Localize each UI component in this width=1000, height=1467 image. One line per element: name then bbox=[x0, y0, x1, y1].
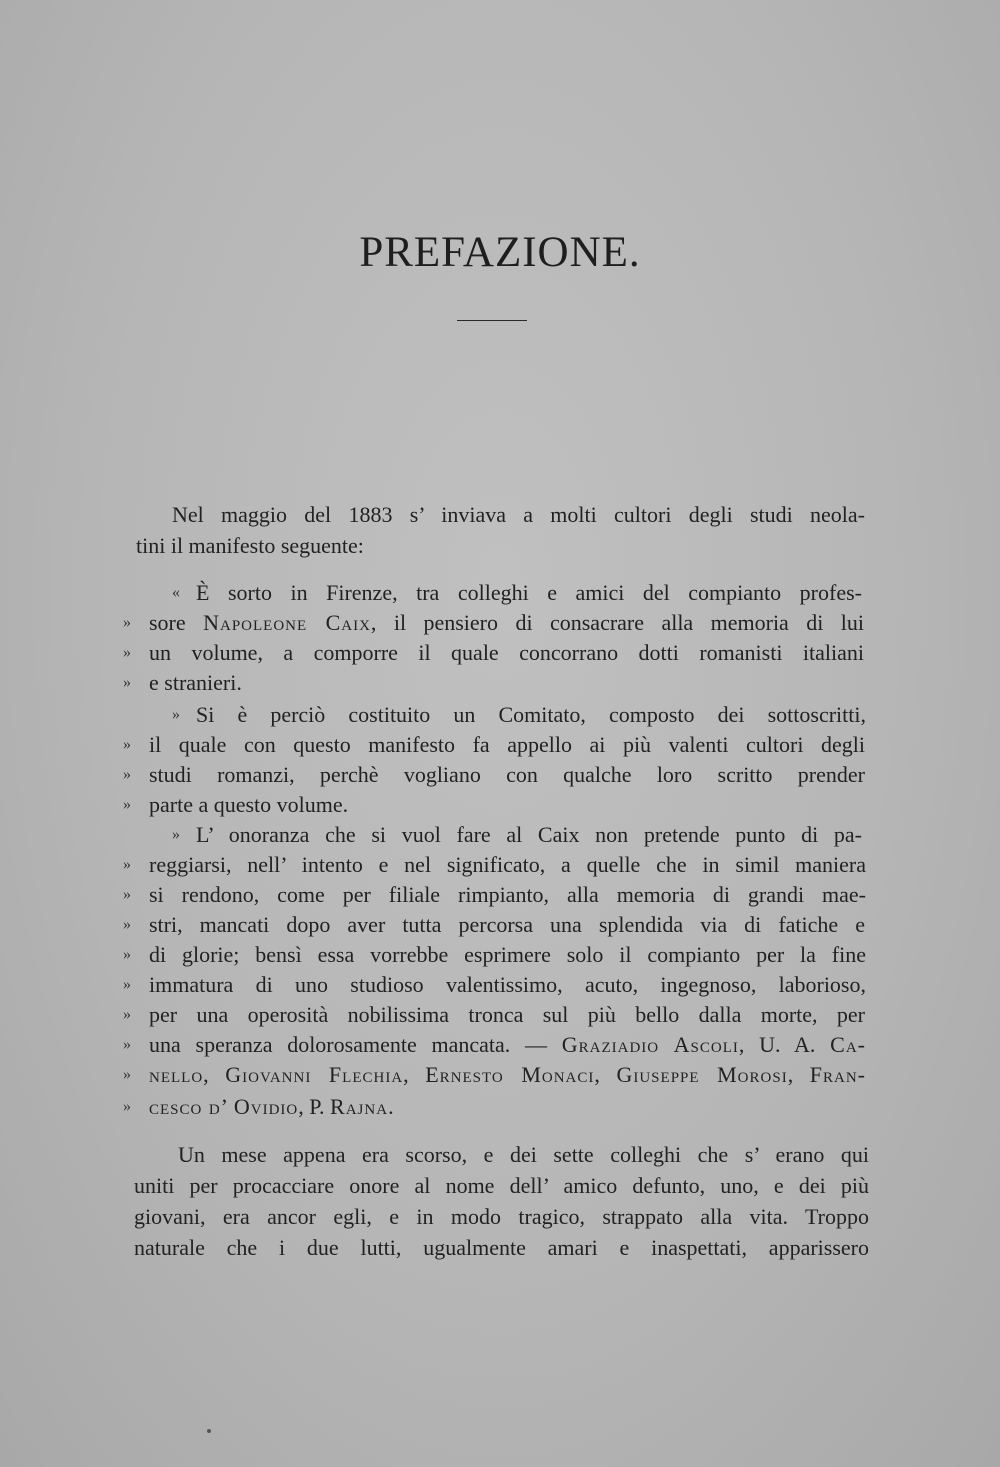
manifesto-line bbox=[149, 730, 865, 760]
manifesto-text: , bbox=[787, 1062, 810, 1087]
manifesto-text: sore bbox=[149, 610, 204, 635]
manifesto-text: . bbox=[388, 1094, 394, 1119]
manifesto-text: studi romanzi, perchè vogliano con qualche loro scritto prender bbox=[149, 762, 865, 787]
continuation-guillemet: » bbox=[172, 826, 180, 843]
continuation-guillemet: » bbox=[123, 1006, 131, 1023]
manifesto-text: , U. A. bbox=[738, 1032, 831, 1057]
closing-line: naturale che i due lutti, ugualmente amari e inaspettati, apparissero bbox=[134, 1235, 869, 1260]
manifesto-line bbox=[149, 1092, 394, 1122]
manifesto-text: immatura di uno studioso valentissimo, acuto, ingegnoso, laborioso, bbox=[149, 972, 866, 997]
manifesto-text: , il pensiero di consacrare alla memoria di lui bbox=[370, 610, 864, 635]
manifesto-line bbox=[149, 1060, 866, 1090]
manifesto-text: , P. bbox=[298, 1094, 331, 1119]
continuation-guillemet: » bbox=[123, 614, 131, 631]
small-caps-name: nello bbox=[149, 1062, 204, 1087]
continuation-guillemet: » bbox=[123, 946, 131, 963]
manifesto-line bbox=[149, 608, 864, 638]
manifesto-text: per una operosità nobilissima tronca sul più bello dalla morte, per bbox=[149, 1002, 865, 1027]
continuation-guillemet: » bbox=[123, 1098, 131, 1115]
manifesto-line bbox=[149, 850, 866, 880]
small-caps-name: Napoleone Caix bbox=[203, 610, 371, 635]
small-caps-name: cesco d’ Ovidio bbox=[149, 1094, 299, 1119]
small-caps-name: Fran- bbox=[809, 1062, 866, 1087]
manifesto-text: È sorto in Firenze, tra colleghi e amici del compianto profes- bbox=[196, 580, 862, 605]
small-caps-name: Giuseppe Morosi bbox=[616, 1062, 788, 1087]
continuation-guillemet: » bbox=[123, 1036, 131, 1053]
manifesto-line bbox=[196, 700, 866, 730]
manifesto-line bbox=[149, 970, 866, 1000]
manifesto-text: e stranieri. bbox=[149, 670, 242, 695]
opening-guillemet: « bbox=[172, 584, 180, 601]
manifesto-line bbox=[149, 790, 348, 820]
closing-line: giovani, era ancor egli, e in modo tragico, strappato alla vita. Troppo bbox=[134, 1204, 869, 1229]
manifesto-text: una speranza dolorosamente mancata. — bbox=[149, 1032, 562, 1057]
continuation-guillemet: » bbox=[123, 916, 131, 933]
manifesto-line bbox=[149, 880, 866, 910]
continuation-guillemet: » bbox=[123, 736, 131, 753]
manifesto-text: , bbox=[594, 1062, 617, 1087]
manifesto-line bbox=[149, 668, 242, 698]
continuation-guillemet: » bbox=[123, 674, 131, 691]
manifesto-text: reggiarsi, nell’ intento e nel significato, a quelle che in simil maniera bbox=[149, 852, 866, 877]
ink-speck bbox=[207, 1429, 211, 1433]
continuation-guillemet: » bbox=[123, 766, 131, 783]
continuation-guillemet: » bbox=[123, 644, 131, 661]
continuation-guillemet: » bbox=[123, 796, 131, 813]
manifesto-text: Si è perciò costituito un Comitato, composto dei sottoscritti, bbox=[196, 702, 866, 727]
small-caps-name: Ernesto Monaci bbox=[425, 1062, 595, 1087]
small-caps-name: Rajna bbox=[330, 1094, 389, 1119]
manifesto-line bbox=[149, 910, 865, 940]
manifesto-text: parte a questo volume. bbox=[149, 792, 349, 817]
intro-line: Nel maggio del 1883 s’ inviava a molti cultori degli studi neola- bbox=[172, 502, 865, 527]
continuation-guillemet: » bbox=[123, 886, 131, 903]
small-caps-name: Ca- bbox=[830, 1032, 866, 1057]
manifesto-text: il quale con questo manifesto fa appello ai più valenti cultori degli bbox=[149, 732, 865, 757]
manifesto-line bbox=[196, 820, 862, 850]
manifesto-text: , bbox=[203, 1062, 226, 1087]
continuation-guillemet: » bbox=[123, 856, 131, 873]
manifesto-line bbox=[149, 1000, 865, 1030]
page-title: PREFAZIONE. bbox=[359, 229, 641, 276]
small-caps-name: Giovanni Flechia bbox=[225, 1062, 404, 1087]
manifesto-text: , bbox=[403, 1062, 426, 1087]
continuation-guillemet: » bbox=[123, 1066, 131, 1083]
small-caps-name: Graziadio Ascoli bbox=[561, 1032, 739, 1057]
manifesto-text: L’ onoranza che si vuol fare al Caix non pretende punto di pa- bbox=[196, 822, 862, 847]
manifesto-text: un volume, a comporre il quale concorrano dotti romanisti italiani bbox=[149, 640, 864, 665]
manifesto-line bbox=[196, 578, 862, 608]
continuation-guillemet: » bbox=[172, 706, 180, 723]
continuation-guillemet: » bbox=[123, 976, 131, 993]
manifesto-text: si rendono, come per filiale rimpianto, alla memoria di grandi mae- bbox=[149, 882, 866, 907]
manifesto-line bbox=[149, 638, 864, 668]
manifesto-text: di glorie; bensì essa vorrebbe esprimere solo il compianto per la fine bbox=[149, 942, 866, 967]
closing-line: Un mese appena era scorso, e dei sette colleghi che s’ erano qui bbox=[178, 1142, 869, 1167]
intro-line: tini il manifesto seguente: bbox=[136, 533, 364, 558]
manifesto-line bbox=[149, 940, 866, 970]
title-rule bbox=[457, 320, 527, 321]
manifesto-text: stri, mancati dopo aver tutta percorsa una splendida via di fatiche e bbox=[149, 912, 865, 937]
closing-line: uniti per procacciare onore al nome dell’ amico defunto, uno, e dei più bbox=[134, 1173, 869, 1198]
manifesto-line bbox=[149, 1030, 866, 1060]
manifesto-line bbox=[149, 760, 865, 790]
